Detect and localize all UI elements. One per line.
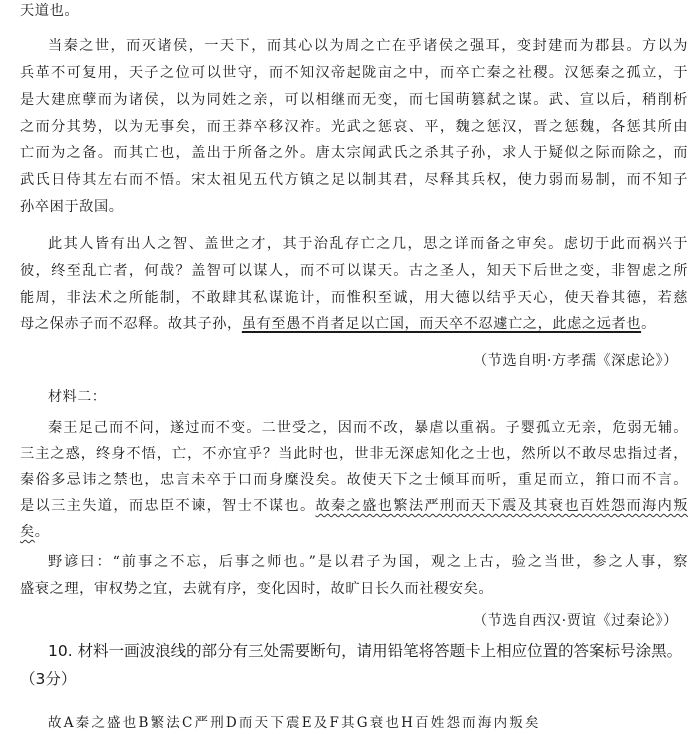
text-line-with-wavy-underline xyxy=(20,495,688,517)
prev-paragraph-end: 天道也。 xyxy=(20,3,80,19)
material-two-source: （节选自西汉·贾谊《过秦论》） xyxy=(472,613,678,629)
text-line: 秦王足己而不问，遂过而不变。二世受之，因而不改，暴虐以重祸。子婴孤立无亲，危弱无辅。 xyxy=(48,420,688,436)
text-line-with-underline xyxy=(20,313,688,335)
question-number: 10. xyxy=(48,642,73,660)
text-line: 此其人皆有出人之智、盖世之才，其于治乱存亡之几，思之详而备之审矣。虑切于此而祸兴于 xyxy=(48,236,688,252)
plain-text: 。 xyxy=(34,524,50,540)
text-line: 野谚曰：“前事之不忘，后事之师也。”是以君子为国，观之上古，验之当世，参之人事，察 xyxy=(48,554,688,570)
text-line: 兵革不可复用，天子之位可以世守，而不知汉帝起陇亩之中，而卒亡秦之社稷。汉惩秦之孤立，于 xyxy=(20,65,688,81)
text-line-with-wavy-underline xyxy=(20,521,688,543)
text-line: 武氏日侍其左右而不悟。宋太祖见五代方镇之足以制其君，尽释其兵权，使力弱而易制，而不知子 xyxy=(20,172,688,188)
text-line: 当秦之世，而灭诸侯，一天下，而其心以为周之亡在乎诸侯之强耳，变封建而为郡县。方以为 xyxy=(48,38,688,54)
material-two-heading: 材料二： xyxy=(48,389,107,405)
text-line: 是大建庶孽而为诸侯，以为同姓之亲，可以相继而无变，而七国萌篡弑之谋。武、宣以后，稍削析 xyxy=(20,92,688,108)
underlined-sentence: 虽有至愚不肖者足以亡国，而天卒不忍遽亡之，此虑之远者也 xyxy=(241,316,642,332)
text-line: 能周，非法术之所能制，不敢肆其私谋诡计，而惟积至诚，用大德以结乎天心，使天眷其德，若慈 xyxy=(20,290,688,306)
text-line: 秦俗多忌讳之禁也，忠言未卒于口而身糜没矣。故使天下之士倾耳而听，重足而立，箝口而不言。 xyxy=(20,472,688,488)
text-line: 孙卒困于敌国。 xyxy=(20,199,124,215)
text-line: 亡而为之备。而其亡也，盖出于所备之外。唐太宗闻武氏之杀其子孙，求人于疑似之际而除之，而 xyxy=(20,145,688,161)
plain-text: 。 xyxy=(641,316,656,332)
text-line: 彼，终至乱亡者，何哉？盖智可以谋人，而不可以谋天。古之圣人，知天下后世之变，非智虑之所 xyxy=(20,263,688,279)
plain-text: 是以三主失道，而忠臣不谏，智士不谋也。 xyxy=(20,498,316,514)
wavy-underlined-text: 故秦之盛也繁法严刑而天下震及其衰也百姓怨而海内叛 xyxy=(315,498,688,514)
question-text: 材料一画波浪线的部分有三处需要断句，请用铅笔将答题卡上相应位置的答案标号涂黑。 xyxy=(77,642,683,660)
question-prompt xyxy=(48,640,688,662)
wavy-underlined-text: 矣 xyxy=(20,524,35,540)
text-line: 之而分其势，以为无事矣，而王莽卒移汉祚。光武之惩哀、平，魏之惩汉，晋之惩魏，各惩其所由 xyxy=(20,119,688,135)
text-line: 三主之惑，终身不悟，亡，不亦宜乎？当此时也，世非无深虑知化之士也，然所以不敢尽忠指过者， xyxy=(20,446,688,462)
material-one-source: （节选自明·方孝孺《深虑论》） xyxy=(472,353,678,369)
question-options: 故A秦之盛也B繁法C严刑D而天下震E及F其G衰也H百姓怨而海内叛矣 xyxy=(48,715,541,731)
plain-text: 母之保赤子而不忍释。故其子孙， xyxy=(20,316,242,332)
text-line: 盛衰之理，审权势之宜，去就有序，变化因时，故旷日长久而社稷安矣。 xyxy=(20,581,494,597)
question-score: （3分） xyxy=(20,670,77,688)
